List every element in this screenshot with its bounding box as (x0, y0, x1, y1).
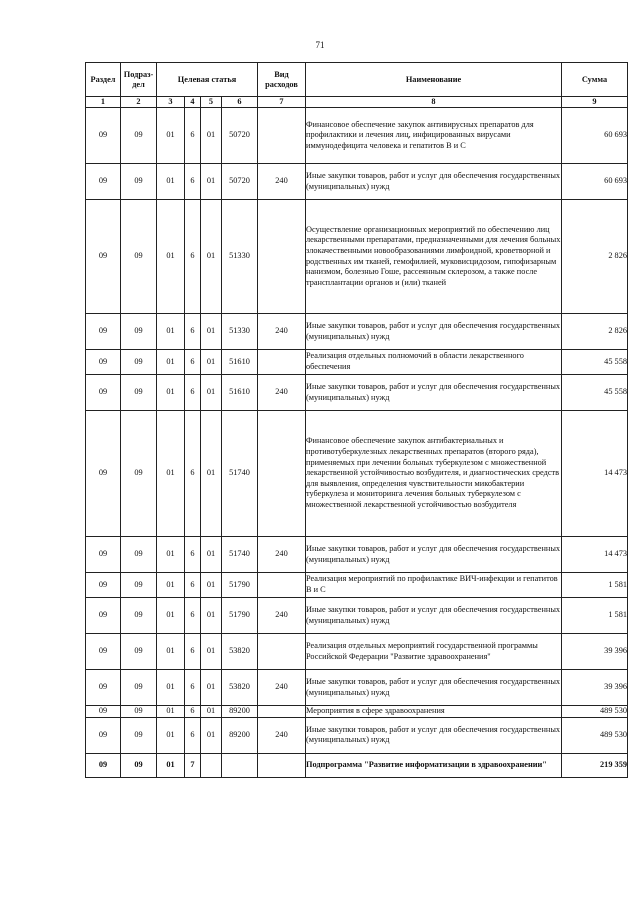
column-number: 3 (157, 97, 185, 108)
column-number: 4 (185, 97, 201, 108)
name-cell: Иные закупки товаров, работ и услуг для обеспечения государственных (муниципальных) нужд (306, 670, 562, 706)
subprogram-code-cell: 6 (185, 573, 201, 598)
podrazdel-cell: 09 (121, 706, 157, 718)
expense-type-cell (258, 573, 306, 598)
program-code-cell: 01 (157, 200, 185, 314)
podrazdel-cell: 09 (121, 411, 157, 537)
header-vid-rashodov: Вид расходов (258, 63, 306, 97)
sum-cell: 2 826 (562, 200, 628, 314)
sum-cell: 2 826 (562, 314, 628, 350)
activity-code-cell: 01 (201, 200, 222, 314)
subprogram-code-cell: 6 (185, 350, 201, 375)
razdel-cell: 09 (86, 375, 121, 411)
header-summa: Сумма (562, 63, 628, 97)
table-row (86, 375, 628, 411)
subprogram-code-cell: 6 (185, 598, 201, 634)
subprogram-code-cell: 6 (185, 375, 201, 411)
program-code-cell: 01 (157, 108, 185, 164)
expense-type-cell: 240 (258, 670, 306, 706)
activity-code-cell: 01 (201, 717, 222, 753)
program-code-cell: 01 (157, 314, 185, 350)
sum-cell: 489 530 (562, 706, 628, 718)
razdel-cell: 09 (86, 573, 121, 598)
program-code-cell: 01 (157, 411, 185, 537)
razdel-cell: 09 (86, 411, 121, 537)
name-cell: Подпрограмма "Развитие информатизации в здравоохранении" (306, 753, 562, 777)
direction-code-cell (222, 753, 258, 777)
razdel-cell: 09 (86, 108, 121, 164)
name-cell: Иные закупки товаров, работ и услуг для обеспечения государственных (муниципальных) нужд (306, 164, 562, 200)
sum-cell: 1 581 (562, 598, 628, 634)
program-code-cell: 01 (157, 634, 185, 670)
header-razdel: Раздел (86, 63, 121, 97)
table-row (86, 753, 628, 777)
podrazdel-cell: 09 (121, 753, 157, 777)
direction-code-cell: 50720 (222, 164, 258, 200)
subprogram-code-cell: 6 (185, 200, 201, 314)
activity-code-cell: 01 (201, 573, 222, 598)
table-row (86, 706, 628, 718)
expense-type-cell: 240 (258, 164, 306, 200)
subprogram-code-cell: 6 (185, 717, 201, 753)
expense-type-cell (258, 350, 306, 375)
activity-code-cell: 01 (201, 670, 222, 706)
subprogram-code-cell: 6 (185, 164, 201, 200)
sum-cell: 219 359 (562, 753, 628, 777)
table-row (86, 670, 628, 706)
podrazdel-cell: 09 (121, 634, 157, 670)
activity-code-cell: 01 (201, 598, 222, 634)
program-code-cell: 01 (157, 164, 185, 200)
name-cell: Реализация отдельных мероприятий государственной программы Российской Федерации "Развитие здравоохранения" (306, 634, 562, 670)
razdel-cell: 09 (86, 537, 121, 573)
column-number: 1 (86, 97, 121, 108)
table-row (86, 350, 628, 375)
expense-type-cell (258, 634, 306, 670)
expense-type-cell (258, 706, 306, 718)
column-number: 8 (306, 97, 562, 108)
table-row (86, 411, 628, 537)
table-row (86, 108, 628, 164)
activity-code-cell (201, 753, 222, 777)
table-row (86, 598, 628, 634)
table-row (86, 200, 628, 314)
expense-type-cell: 240 (258, 717, 306, 753)
podrazdel-cell: 09 (121, 108, 157, 164)
activity-code-cell: 01 (201, 537, 222, 573)
podrazdel-cell: 09 (121, 375, 157, 411)
activity-code-cell: 01 (201, 108, 222, 164)
subprogram-code-cell: 6 (185, 314, 201, 350)
sum-cell: 39 396 (562, 670, 628, 706)
name-cell: Осуществление организационных мероприятий по обеспечению лиц лекарственными препаратами, предназначенными для лечения больных злокачественными новообразованиями лимфоидной, кроветворной и родственных им тканей, гемофилией, муковисцидозом, гипофизарным нанизмом, болезнью Гоше, рассеянным склерозом, а также после трансплантации органов и (или) тканей (306, 200, 562, 314)
subprogram-code-cell: 6 (185, 670, 201, 706)
razdel-cell: 09 (86, 350, 121, 375)
expense-type-cell (258, 753, 306, 777)
expense-type-cell: 240 (258, 375, 306, 411)
direction-code-cell: 51330 (222, 314, 258, 350)
expense-type-cell: 240 (258, 598, 306, 634)
direction-code-cell: 50720 (222, 108, 258, 164)
program-code-cell: 01 (157, 670, 185, 706)
program-code-cell: 01 (157, 717, 185, 753)
name-cell: Реализация отдельных полномочий в области лекарственного обеспечения (306, 350, 562, 375)
sum-cell: 39 396 (562, 634, 628, 670)
table-row (86, 164, 628, 200)
column-number: 6 (222, 97, 258, 108)
table-row (86, 717, 628, 753)
podrazdel-cell: 09 (121, 164, 157, 200)
expense-type-cell (258, 200, 306, 314)
column-number: 7 (258, 97, 306, 108)
direction-code-cell: 53820 (222, 634, 258, 670)
table-row (86, 314, 628, 350)
activity-code-cell: 01 (201, 706, 222, 718)
podrazdel-cell: 09 (121, 537, 157, 573)
direction-code-cell: 53820 (222, 670, 258, 706)
razdel-cell: 09 (86, 670, 121, 706)
name-cell: Финансовое обеспечение закупок антибактериальных и противотуберкулезных лекарственных препаратов (второго ряда), применяемых при лечении больных туберкулезом с множественной лекарственной устойчивостью возбудителя, и диагностических средств для выявления, определения чувствительности микобактерии туберкулеза и мониторинга лечения больных туберкулезом с множественной лекарственной устойчивостью возбудителя (306, 411, 562, 537)
sum-cell: 489 530 (562, 717, 628, 753)
razdel-cell: 09 (86, 634, 121, 670)
table-row (86, 537, 628, 573)
podrazdel-cell: 09 (121, 717, 157, 753)
expense-type-cell (258, 108, 306, 164)
subprogram-code-cell: 6 (185, 411, 201, 537)
table-row (86, 573, 628, 598)
program-code-cell: 01 (157, 573, 185, 598)
header-naimenovanie: Наименование (306, 63, 562, 97)
razdel-cell: 09 (86, 717, 121, 753)
program-code-cell: 01 (157, 375, 185, 411)
activity-code-cell: 01 (201, 350, 222, 375)
name-cell: Иные закупки товаров, работ и услуг для обеспечения государственных (муниципальных) нужд (306, 598, 562, 634)
activity-code-cell: 01 (201, 634, 222, 670)
activity-code-cell: 01 (201, 375, 222, 411)
direction-code-cell: 51330 (222, 200, 258, 314)
activity-code-cell: 01 (201, 164, 222, 200)
program-code-cell: 01 (157, 753, 185, 777)
podrazdel-cell: 09 (121, 670, 157, 706)
name-cell: Иные закупки товаров, работ и услуг для обеспечения государственных (муниципальных) нужд (306, 375, 562, 411)
subprogram-code-cell: 6 (185, 537, 201, 573)
column-number: 5 (201, 97, 222, 108)
direction-code-cell: 51790 (222, 573, 258, 598)
expense-type-cell: 240 (258, 537, 306, 573)
table-row (86, 634, 628, 670)
program-code-cell: 01 (157, 350, 185, 375)
name-cell: Мероприятия в сфере здравоохранения (306, 706, 562, 718)
name-cell: Финансовое обеспечение закупок антивирусных препаратов для профилактики и лечения лиц, инфицированных вирусами иммунодефицита человека и гепатитов В и С (306, 108, 562, 164)
budget-table (85, 62, 628, 778)
direction-code-cell: 51740 (222, 537, 258, 573)
sum-cell: 14 473 (562, 411, 628, 537)
program-code-cell: 01 (157, 706, 185, 718)
expense-type-cell: 240 (258, 314, 306, 350)
sum-cell: 14 473 (562, 537, 628, 573)
activity-code-cell: 01 (201, 411, 222, 537)
podrazdel-cell: 09 (121, 573, 157, 598)
direction-code-cell: 51740 (222, 411, 258, 537)
column-number-row (86, 97, 628, 108)
direction-code-cell: 89200 (222, 706, 258, 718)
name-cell: Иные закупки товаров, работ и услуг для обеспечения государственных (муниципальных) нужд (306, 537, 562, 573)
direction-code-cell: 51610 (222, 375, 258, 411)
sum-cell: 45 558 (562, 350, 628, 375)
activity-code-cell: 01 (201, 314, 222, 350)
name-cell: Иные закупки товаров, работ и услуг для обеспечения государственных (муниципальных) нужд (306, 717, 562, 753)
direction-code-cell: 89200 (222, 717, 258, 753)
sum-cell: 1 581 (562, 573, 628, 598)
subprogram-code-cell: 6 (185, 634, 201, 670)
name-cell: Иные закупки товаров, работ и услуг для обеспечения государственных (муниципальных) нужд (306, 314, 562, 350)
razdel-cell: 09 (86, 598, 121, 634)
sum-cell: 60 693 (562, 108, 628, 164)
podrazdel-cell: 09 (121, 314, 157, 350)
razdel-cell: 09 (86, 753, 121, 777)
razdel-cell: 09 (86, 706, 121, 718)
razdel-cell: 09 (86, 314, 121, 350)
podrazdel-cell: 09 (121, 350, 157, 375)
expense-type-cell (258, 411, 306, 537)
column-number: 2 (121, 97, 157, 108)
podrazdel-cell: 09 (121, 598, 157, 634)
sum-cell: 45 558 (562, 375, 628, 411)
direction-code-cell: 51790 (222, 598, 258, 634)
column-number: 9 (562, 97, 628, 108)
razdel-cell: 09 (86, 200, 121, 314)
header-celevaya-statya: Целевая статья (157, 63, 258, 97)
subprogram-code-cell: 7 (185, 753, 201, 777)
subprogram-code-cell: 6 (185, 706, 201, 718)
program-code-cell: 01 (157, 598, 185, 634)
podrazdel-cell: 09 (121, 200, 157, 314)
name-cell: Реализация мероприятий по профилактике ВИЧ-инфекции и гепатитов В и С (306, 573, 562, 598)
page-number: 71 (315, 40, 325, 50)
program-code-cell: 01 (157, 537, 185, 573)
subprogram-code-cell: 6 (185, 108, 201, 164)
razdel-cell: 09 (86, 164, 121, 200)
sum-cell: 60 693 (562, 164, 628, 200)
direction-code-cell: 51610 (222, 350, 258, 375)
header-podrazdel: Подраз-дел (121, 63, 157, 97)
